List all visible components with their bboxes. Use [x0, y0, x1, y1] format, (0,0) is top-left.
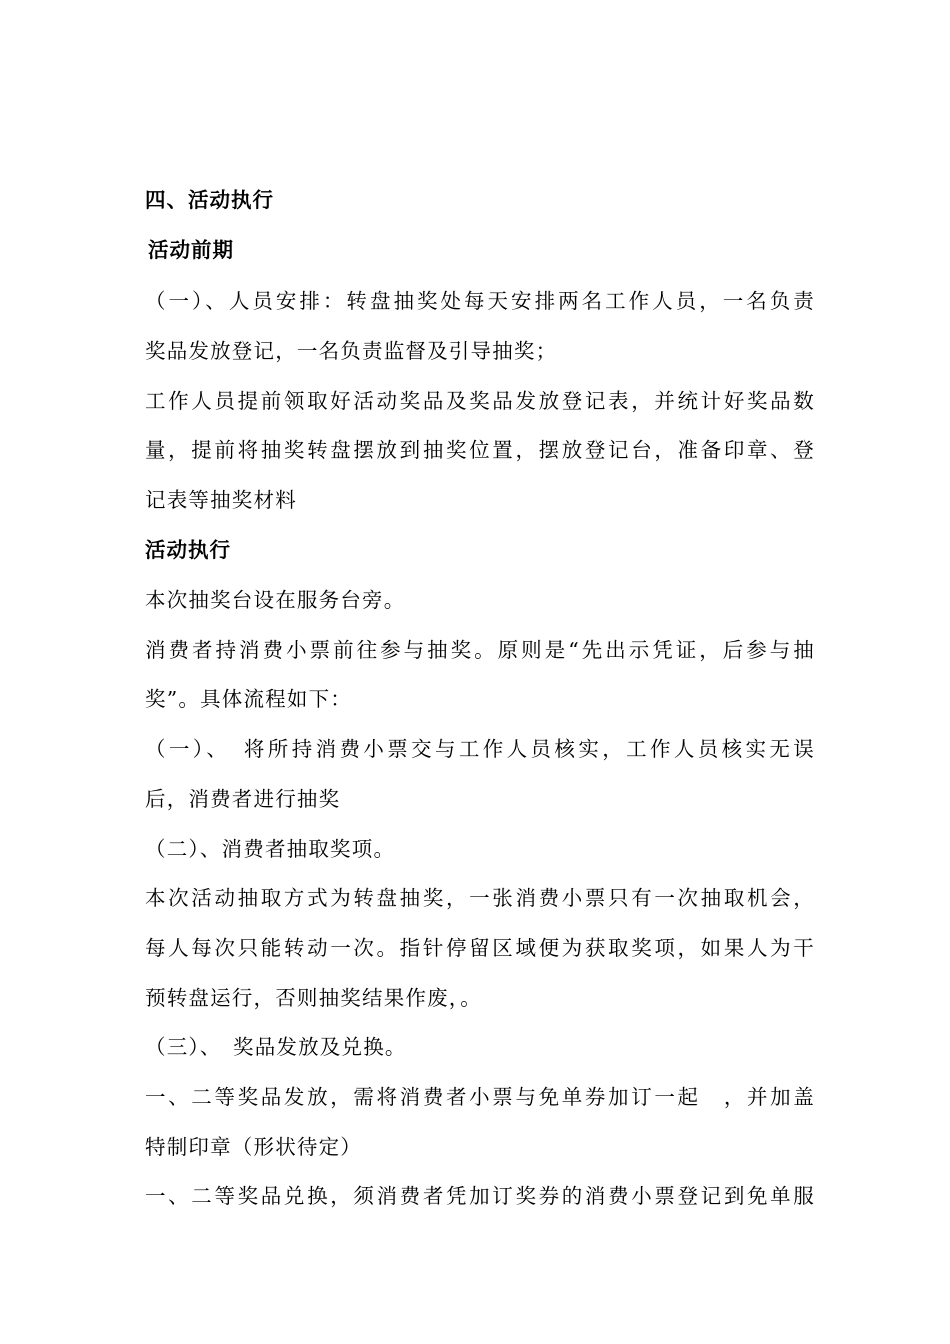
paragraph-line: 预转盘运行，否则抽奖结果作废，。	[145, 986, 482, 1010]
paragraph-line: 特制印章（形状待定）	[145, 1135, 362, 1159]
paragraph-line: 消费者持消费小票前往参与抽奖。原则是“先出示凭证，后参与抽	[145, 638, 815, 662]
paragraph-line: 奖”。具体流程如下：	[145, 687, 352, 711]
section-heading: 四、活动执行	[145, 188, 274, 212]
paragraph-line: 奖品发放登记，一名负责监督及引导抽奖；	[145, 339, 558, 363]
paragraph-line: 一、二等奖品兑换，须消费者凭加订奖券的消费小票登记到免单服	[145, 1184, 815, 1208]
paragraph-line: 后，消费者进行抽奖	[145, 787, 341, 811]
paragraph-line: 一、二等奖品发放，需将消费者小票与免单券加订一起 ，并加盖	[145, 1085, 815, 1109]
paragraph-line: （三）、 奖品发放及兑换。	[145, 1035, 407, 1059]
subheading-pre-activity: 活动前期	[148, 238, 234, 262]
paragraph-line: （一）、 将所持消费小票交与工作人员核实，工作人员核实无误	[145, 737, 815, 761]
paragraph-line: 量，提前将抽奖转盘摆放到抽奖位置，摆放登记台，准备印章、登	[145, 438, 815, 462]
paragraph-line: 每人每次只能转动一次。指针停留区域便为获取奖项，如果人为干	[145, 936, 815, 960]
paragraph-line: 工作人员提前领取好活动奖品及奖品发放登记表，并统计好奖品数	[145, 389, 815, 413]
paragraph-line: 本次活动抽取方式为转盘抽奖，一张消费小票只有一次抽取机会，	[145, 886, 815, 910]
paragraph-line: （二）、消费者抽取奖项。	[145, 837, 396, 861]
subheading-execution: 活动执行	[145, 538, 231, 562]
paragraph-line: 本次抽奖台设在服务台旁。	[145, 588, 406, 612]
paragraph-line: 记表等抽奖材料	[145, 488, 297, 512]
paragraph-line: （一）、人员安排：转盘抽奖处每天安排两名工作人员，一名负责	[145, 289, 815, 313]
